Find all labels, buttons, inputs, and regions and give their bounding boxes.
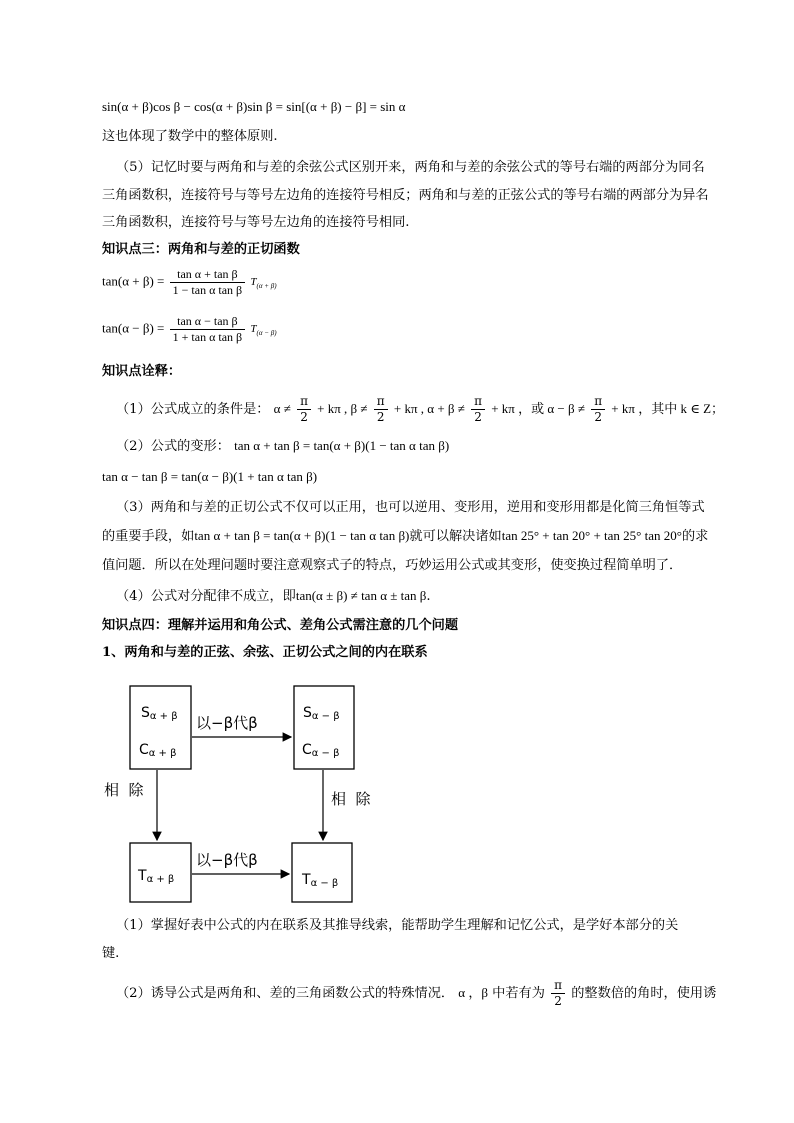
p5-line1: （5）记忆时要与两角和与差的余弦公式区别开来，两角和与差的余弦公式的等号右端的两部分为同名 bbox=[116, 160, 705, 175]
pi-numerator: π bbox=[551, 978, 565, 994]
after-p2-c: 的整数倍的角时，使用诱 bbox=[571, 986, 717, 1001]
usage-3-line2-a: 的重要手段，如 bbox=[102, 529, 195, 544]
p5-line3: 三角函数积，连接符号与等号左边角的连接符号相同. bbox=[102, 215, 410, 230]
whole-principle-text: 这也体现了数学中的整体原则. bbox=[102, 129, 278, 144]
tan-diff-tag-sub: (α − β) bbox=[256, 329, 277, 338]
after-p2-b: 中若有为 bbox=[492, 986, 545, 1001]
pi-numerator: π bbox=[591, 394, 605, 410]
variation-2-formula2: tan α − tan β = tan(α − β)(1 + tan α tan β) bbox=[102, 469, 318, 484]
pi-numerator: π bbox=[471, 394, 485, 410]
usage-3-line1: （3）两角和与差的正切公式不仅可以正用，也可以逆用、变形用，逆用和变形用都是化简三角恒等式 bbox=[116, 500, 705, 515]
pi-denominator: 2 bbox=[554, 994, 562, 1008]
box1-c: Cα + β bbox=[139, 742, 177, 759]
usage-3-example: tan 25° + tan 20° + tan 25° tan 20° bbox=[501, 528, 682, 543]
usage-3-line3: 值问题．所以在处理问题时要注意观察式子的特点，巧妙运用公式或其变形，使变换过程简单明了． bbox=[102, 558, 683, 573]
section-4-heading: 知识点四：理解并运用和角公式、差角公式需注意的几个问题 bbox=[102, 618, 459, 633]
label-divide-right: 相 除 bbox=[331, 790, 371, 808]
usage-3-formula: tan α + tan β = tan(α + β)(1 − tan α tan β) bbox=[194, 528, 410, 543]
pi-denominator: 2 bbox=[594, 410, 602, 424]
box2-s: Sα − β bbox=[303, 705, 340, 722]
box3-t: Tα + β bbox=[138, 868, 175, 885]
condition-1-part4: + kπ ，其中 k ∈ Z； bbox=[611, 401, 725, 416]
tan-sum-tag-letter: T bbox=[250, 276, 257, 289]
tan-diff-lhs: tan(α − β) = bbox=[102, 320, 165, 336]
after-p2-a: （2）诱导公式是两角和、差的三角函数公式的特殊情况． bbox=[116, 986, 455, 1001]
label-substitute-top: 以−β代β bbox=[196, 714, 258, 732]
box-diff-t bbox=[292, 843, 352, 902]
box4-t: Tα − β bbox=[302, 872, 339, 889]
tan-diff-numerator: tan α − tan β bbox=[170, 314, 245, 330]
label-divide-left: 相 除 bbox=[104, 781, 144, 799]
usage-3-line2-c: 的求 bbox=[681, 529, 709, 544]
pi-over-2-e bbox=[551, 978, 565, 1009]
interpretation-heading: 知识点诠释： bbox=[102, 364, 182, 379]
after-p2 bbox=[116, 978, 716, 1009]
box1-s: Sα + β bbox=[141, 705, 178, 722]
condition-1-part3: + kπ ，或 α − β ≠ bbox=[491, 401, 585, 416]
variation-2-prefix: （2）公式的变形： bbox=[116, 439, 230, 454]
condition-1-part1: + kπ , β ≠ bbox=[317, 401, 368, 416]
tan-diff-denominator: 1 + tan α tan β bbox=[172, 330, 243, 344]
pi-denominator: 2 bbox=[300, 410, 308, 424]
after-p1-line1: （1）掌握好表中公式的内在联系及其推导线索，能帮助学生理解和记忆公式，是学好本部分的关 bbox=[116, 918, 679, 933]
usage-3-line2-b: 就可以解决诸如 bbox=[409, 529, 502, 544]
pi-denominator: 2 bbox=[376, 410, 385, 424]
after-p2-vars: α ，β bbox=[458, 985, 488, 1000]
pi-numerator: π bbox=[374, 394, 388, 410]
tan-sum-lhs: tan(α + β) = bbox=[102, 273, 165, 289]
tan-sum-tag-sub: (α + β) bbox=[256, 282, 277, 291]
condition-1-part2: + kπ , α + β ≠ bbox=[393, 401, 465, 416]
label-substitute-bottom: 以−β代β bbox=[196, 851, 258, 869]
tan-sum-numerator: tan α + tan β bbox=[170, 267, 245, 283]
tan-diff-tag-letter: T bbox=[250, 323, 257, 336]
p5-line2: 三角函数积，连接符号与等号左边角的连接符号相反；两角和与差的正弦公式的等号右端的两部分为异名 bbox=[102, 188, 709, 203]
after-p1-line2: 键. bbox=[102, 946, 120, 961]
section-3-heading: 知识点三：两角和与差的正切函数 bbox=[102, 242, 300, 257]
pi-numerator: π bbox=[297, 394, 311, 410]
pi-denominator: 2 bbox=[474, 410, 482, 424]
tan-sum-denominator: 1 − tan α tan β bbox=[172, 283, 243, 297]
condition-1-alpha: α ≠ bbox=[273, 401, 291, 416]
distributive-4-suffix: . bbox=[426, 589, 431, 604]
distributive-4-formula: tan(α ± β) ≠ tan α ± tan β bbox=[295, 588, 427, 603]
condition-1-prefix: （1）公式成立的条件是： bbox=[116, 402, 270, 417]
box2-c: Cα − β bbox=[302, 742, 340, 759]
section-4-sub1: 1、两角和与差的正弦、余弦、正切公式之间的内在联系 bbox=[102, 645, 428, 660]
distributive-4-prefix: （4）公式对分配律不成立，即 bbox=[116, 589, 296, 604]
sin-identity-formula: sin(α + β)cos β − cos(α + β)sin β = sin[(α + β) − β] = sin α bbox=[102, 99, 406, 114]
variation-2-formula1: tan α + tan β = tan(α + β)(1 − tan α tan β) bbox=[234, 438, 450, 453]
